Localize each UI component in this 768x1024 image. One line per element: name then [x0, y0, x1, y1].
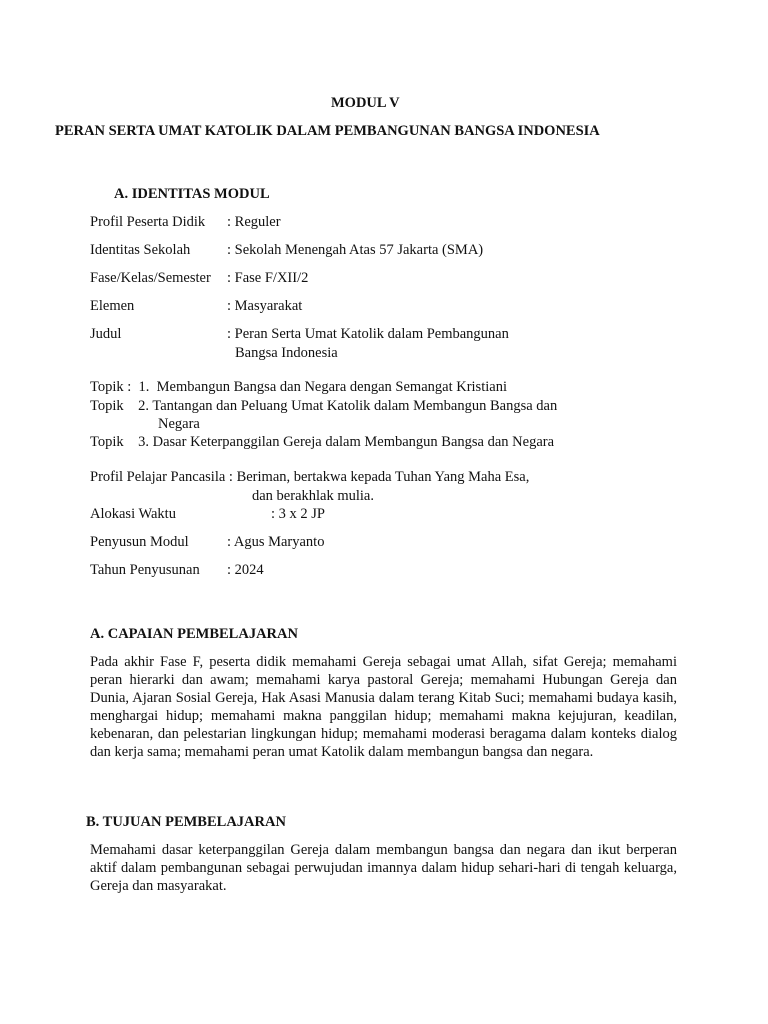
topic-line-continued: Negara [158, 416, 200, 432]
module-number: MODUL V [331, 95, 400, 111]
topic-line: Topik 3. Dasar Keterpanggilan Gereja dalam Membangun Bangsa dan Negara [90, 434, 555, 450]
module-title: PERAN SERTA UMAT KATOLIK DALAM PEMBANGUNAN BANGSA INDONESIA [55, 123, 600, 139]
tahun-value: : 2024 [227, 562, 264, 578]
alokasi-value: : 3 x 2 JP [271, 506, 325, 522]
identity-label: Judul [90, 326, 122, 342]
section-identitas-heading: A. IDENTITAS MODUL [114, 186, 270, 202]
identity-value: : Fase F/XII/2 [227, 270, 309, 286]
identity-label: Identitas Sekolah [90, 242, 191, 258]
profil-pancasila: Profil Pelajar Pancasila : Beriman, bertakwa kepada Tuhan Yang Maha Esa, [90, 469, 530, 485]
identity-value: : Reguler [227, 214, 281, 230]
topic-line: Topik : 1. Membangun Bangsa dan Negara dengan Semangat Kristiani [90, 379, 507, 395]
topic-line: Topik 2. Tantangan dan Peluang Umat Katolik dalam Membangun Bangsa dan [90, 398, 558, 414]
penyusun-label: Penyusun Modul [90, 534, 189, 550]
tujuan-paragraph: Memahami dasar keterpanggilan Gereja dalam membangun bangsa dan negara dan ikut berperan aktif dalam pembangunan sebagai perwujudan imannya dalam hidup sehari-hari di tengah keluarga, Gereja dan masyarakat. [90, 842, 677, 894]
identity-value: : Masyarakat [227, 298, 303, 314]
identity-value: : Sekolah Menengah Atas 57 Jakarta (SMA) [227, 242, 484, 258]
penyusun-value: : Agus Maryanto [227, 534, 325, 550]
tahun-label: Tahun Penyusunan [90, 562, 200, 578]
alokasi-label: Alokasi Waktu [90, 506, 176, 522]
identity-label: Fase/Kelas/Semester [90, 270, 211, 286]
section-capaian-heading: A. CAPAIAN PEMBELAJARAN [90, 626, 298, 642]
identity-value: : Peran Serta Umat Katolik dalam Pembangunan [227, 326, 509, 342]
identity-label: Elemen [90, 298, 135, 314]
profil-pancasila-continued: dan berakhlak mulia. [252, 488, 374, 504]
identity-label: Profil Peserta Didik [90, 214, 206, 230]
identity-value-continued: Bangsa Indonesia [235, 345, 338, 361]
capaian-paragraph: Pada akhir Fase F, peserta didik memahami Gereja sebagai umat Allah, sifat Gereja; memahami peran hierarki dan awam; memahami karya pastoral Gereja; memahami Hubungan Gereja dan Dunia, Ajaran Sosial Gereja, Hak Asasi Manusia dalam terang Kitab Suci; memahami budaya kasih, menghargai hidup; memahami makna panggilan hidup; memahami makna kejujuran, keadilan, kebenaran, dan pelestarian lingkungan hidup; memahami moderasi beragama dalam konteks dialog dan kerja sama; memahami peran umat Katolik dalam membangun bangsa dan negara. [90, 654, 677, 760]
section-tujuan-heading: B. TUJUAN PEMBELAJARAN [86, 814, 286, 830]
